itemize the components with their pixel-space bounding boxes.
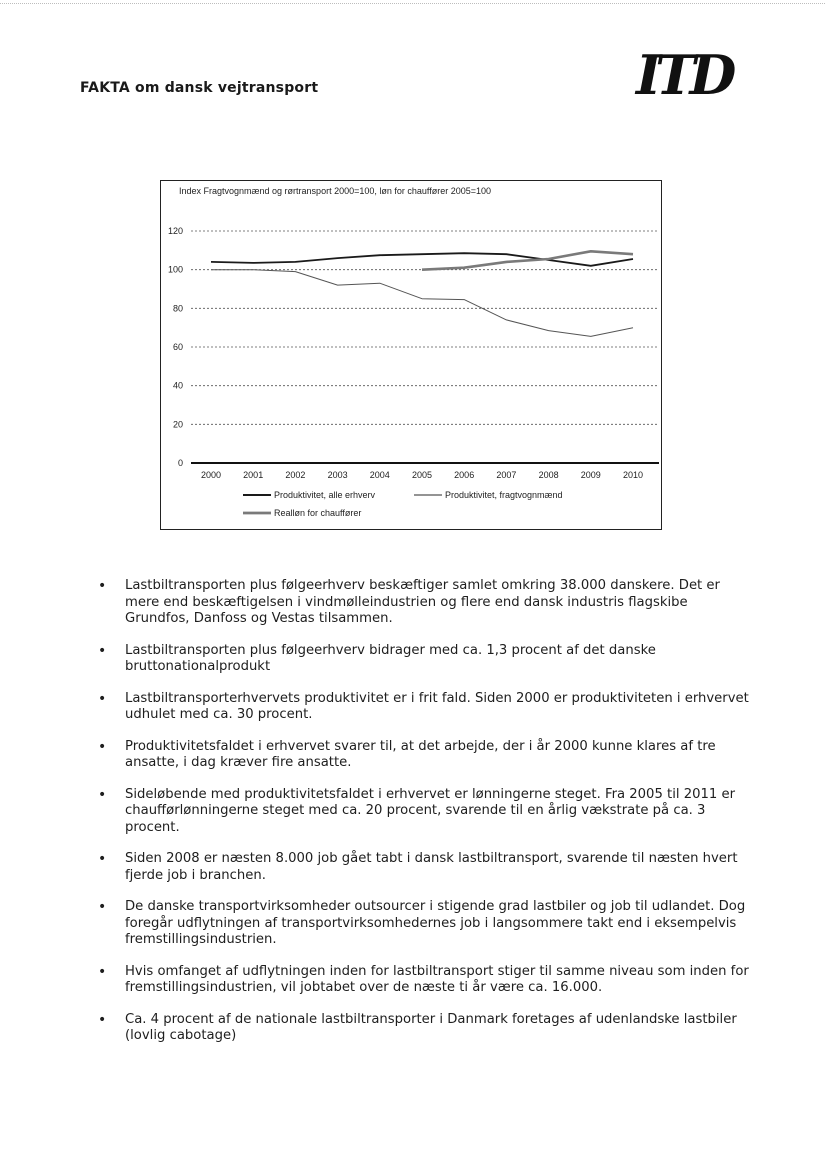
page-title: FAKTA om dansk vejtransport (80, 80, 319, 96)
line-chart (160, 180, 662, 530)
legend-label: Produktivitet, fragtvognmænd (445, 490, 563, 500)
chart-x-axis (201, 470, 643, 480)
chart-legend (243, 490, 563, 518)
x-tick-label: 2000 (200, 470, 222, 480)
fact-bullet: • De danske transportvirksomheder outsourcer i stigende grad lastbiler og job til udlandet. Dog foregår udflytningen af transportvirksomhedernes job i langsommere takt end i eksempelvis fremstillingsindustrien. (92, 899, 752, 949)
y-tick-label: 20 (172, 419, 183, 430)
fact-bullet: • Siden 2008 er næsten 8.000 job gået tabt i dansk lastbiltransport, svarende til næsten hvert fjerde job i branchen. (92, 851, 752, 884)
x-tick-label: 2009 (580, 470, 601, 480)
fact-bullet: • Sideløbende med produktivitetsfaldet i erhvervet er lønningerne steget. Fra 2005 til 2011 er chaufførlønningerne steget med ca. 20 procent, svarende til en årlig vækstrate på ca. 3 procent. (92, 787, 752, 837)
y-tick-label: 120 (167, 226, 183, 236)
x-tick-label: 2003 (327, 470, 348, 480)
fact-bullet-list (92, 578, 752, 1060)
fact-bullet: • Lastbiltransporten plus følgeerhverv bidrager med ca. 1,3 procent af det danske bruttonationalprodukt (92, 643, 752, 676)
y-tick-label: 0 (177, 458, 183, 468)
page-top-rule (0, 3, 825, 4)
chart-title: Index Fragtvognmænd og rørtransport 2000=100, løn for chauffører 2005=100 (179, 186, 492, 196)
fact-bullet: • Hvis omfanget af udflytningen inden for lastbiltransport stiger til samme niveau som inden for fremstillingsindustrien, vil jobtabet over de næste ti år være ca. 16.000. (92, 964, 752, 997)
fact-bullet: • Lastbiltransporten plus følgeerhverv beskæftiger samlet omkring 38.000 danskere. Det er mere end beskæftigelsen i vindmølleindustrien og flere end dansk industris flagskibe Grundfos, Danfoss og Vestas tilsammen. (92, 578, 752, 628)
fact-bullet: • Lastbiltransporterhvervets produktivitet er i frit fald. Siden 2000 er produktiviteten i erhvervet udhulet med ca. 30 procent. (92, 691, 752, 724)
legend-label: Realløn for chauffører (274, 508, 362, 518)
fact-bullet: • Produktivitetsfaldet i erhvervet svarer til, at det arbejde, der i år 2000 kunne klares af tre ansatte, i dag kræver fire ansatte. (92, 739, 752, 772)
x-tick-label: 2006 (454, 470, 475, 480)
legend-label: Produktivitet, alle erhverv (274, 490, 376, 500)
y-tick-label: 60 (172, 342, 183, 352)
chart-canvas (161, 181, 661, 529)
chart-series (211, 251, 633, 336)
x-tick-label: 2005 (411, 470, 433, 480)
x-tick-label: 2002 (285, 470, 306, 480)
fact-bullet: • Ca. 4 procent af de nationale lastbiltransporter i Danmark foretages af udenlandske lastbiler (lovlig cabotage) (92, 1012, 752, 1045)
y-tick-label: 40 (172, 380, 183, 391)
y-tick-label: 100 (167, 264, 183, 275)
itd-logo (634, 50, 738, 100)
x-tick-label: 2001 (243, 470, 264, 480)
series-line-1 (211, 270, 633, 337)
y-tick-label: 80 (172, 303, 183, 314)
x-tick-label: 2004 (369, 470, 390, 480)
x-tick-label: 2010 (622, 470, 644, 480)
logo-text: ITD (636, 50, 731, 100)
x-tick-label: 2008 (538, 470, 559, 480)
x-tick-label: 2007 (496, 470, 517, 480)
